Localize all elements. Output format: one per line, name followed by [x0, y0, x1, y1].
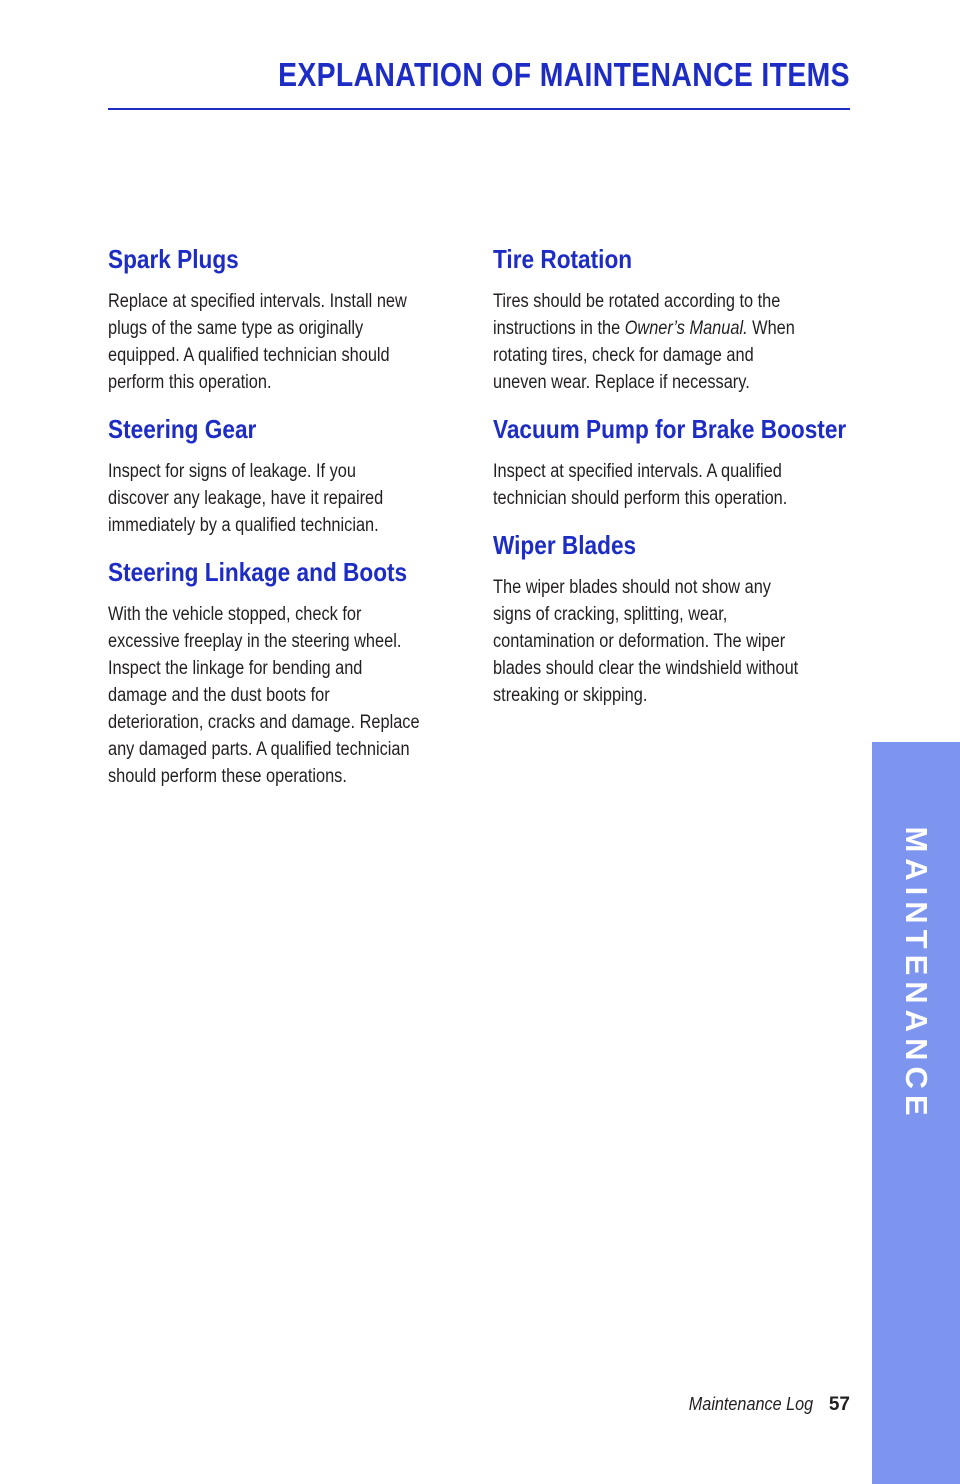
body-line: should perform these operations.	[108, 766, 347, 787]
body-line: Inspect the linkage for bending and	[108, 658, 363, 679]
section-side-tab	[872, 742, 960, 1484]
body-line: Tires should be rotated according to the	[493, 291, 781, 312]
body-text: instructions in the	[493, 318, 625, 339]
body-line: uneven wear. Replace if necessary.	[493, 372, 750, 393]
body-line: any damaged parts. A qualified technician	[108, 739, 410, 760]
owners-manual-reference: Owner’s Manual.	[624, 318, 748, 339]
section-body	[108, 288, 448, 396]
body-line: contamination or deformation. The wiper	[493, 631, 786, 652]
body-line: deterioration, cracks and damage. Replace	[108, 712, 420, 733]
section-steering-gear	[108, 410, 448, 539]
body-line: immediately by a qualified technician.	[108, 515, 379, 536]
body-line: blades should clear the windshield without	[493, 658, 799, 679]
body-line: perform this operation.	[108, 372, 272, 393]
body-line: technician should perform this operation.	[493, 488, 788, 509]
footer-label: Maintenance Log	[688, 1394, 813, 1414]
body-line: excessive freeplay in the steering wheel.	[108, 631, 402, 652]
body-line: rotating tires, check for damage and	[493, 345, 754, 366]
section-body	[493, 288, 853, 396]
page-title: EXPLANATION OF MAINTENANCE ITEMS	[278, 56, 850, 93]
body-line: streaking or skipping.	[493, 685, 648, 706]
section-steering-linkage	[108, 553, 448, 790]
body-line	[493, 315, 803, 342]
body-line: Replace at specified intervals. Install new	[108, 291, 407, 312]
body-line: discover any leakage, have it repaired	[108, 488, 384, 509]
section-vacuum-pump	[493, 410, 853, 512]
body-line: plugs of the same type as originally	[108, 318, 364, 339]
section-tire-rotation	[493, 240, 853, 396]
page-number: 57	[828, 1394, 850, 1415]
right-column	[493, 240, 853, 723]
page-footer	[675, 1394, 850, 1416]
body-line: Inspect for signs of leakage. If you	[108, 461, 356, 482]
side-tab-label: MAINTENANCE	[899, 826, 934, 1122]
section-heading: Vacuum Pump for Brake Booster	[493, 414, 847, 444]
section-spark-plugs	[108, 240, 448, 396]
section-body	[108, 458, 448, 539]
body-line: With the vehicle stopped, check for	[108, 604, 362, 625]
section-body	[493, 458, 853, 512]
section-wiper-blades	[493, 526, 853, 709]
section-heading: Wiper Blades	[493, 530, 637, 560]
body-line: damage and the dust boots for	[108, 685, 330, 706]
body-line: equipped. A qualified technician should	[108, 345, 390, 366]
section-heading: Steering Linkage and Boots	[108, 557, 408, 587]
section-body	[108, 601, 448, 790]
body-line: signs of cracking, splitting, wear,	[493, 604, 728, 625]
section-heading: Tire Rotation	[493, 244, 633, 274]
body-text: When	[747, 318, 795, 339]
section-heading: Spark Plugs	[108, 244, 239, 274]
page-header	[108, 52, 850, 110]
body-line: Inspect at specified intervals. A qualified	[493, 461, 782, 482]
body-line: The wiper blades should not show any	[493, 577, 771, 598]
section-heading: Steering Gear	[108, 414, 257, 444]
left-column	[108, 240, 448, 804]
section-body	[493, 574, 853, 709]
